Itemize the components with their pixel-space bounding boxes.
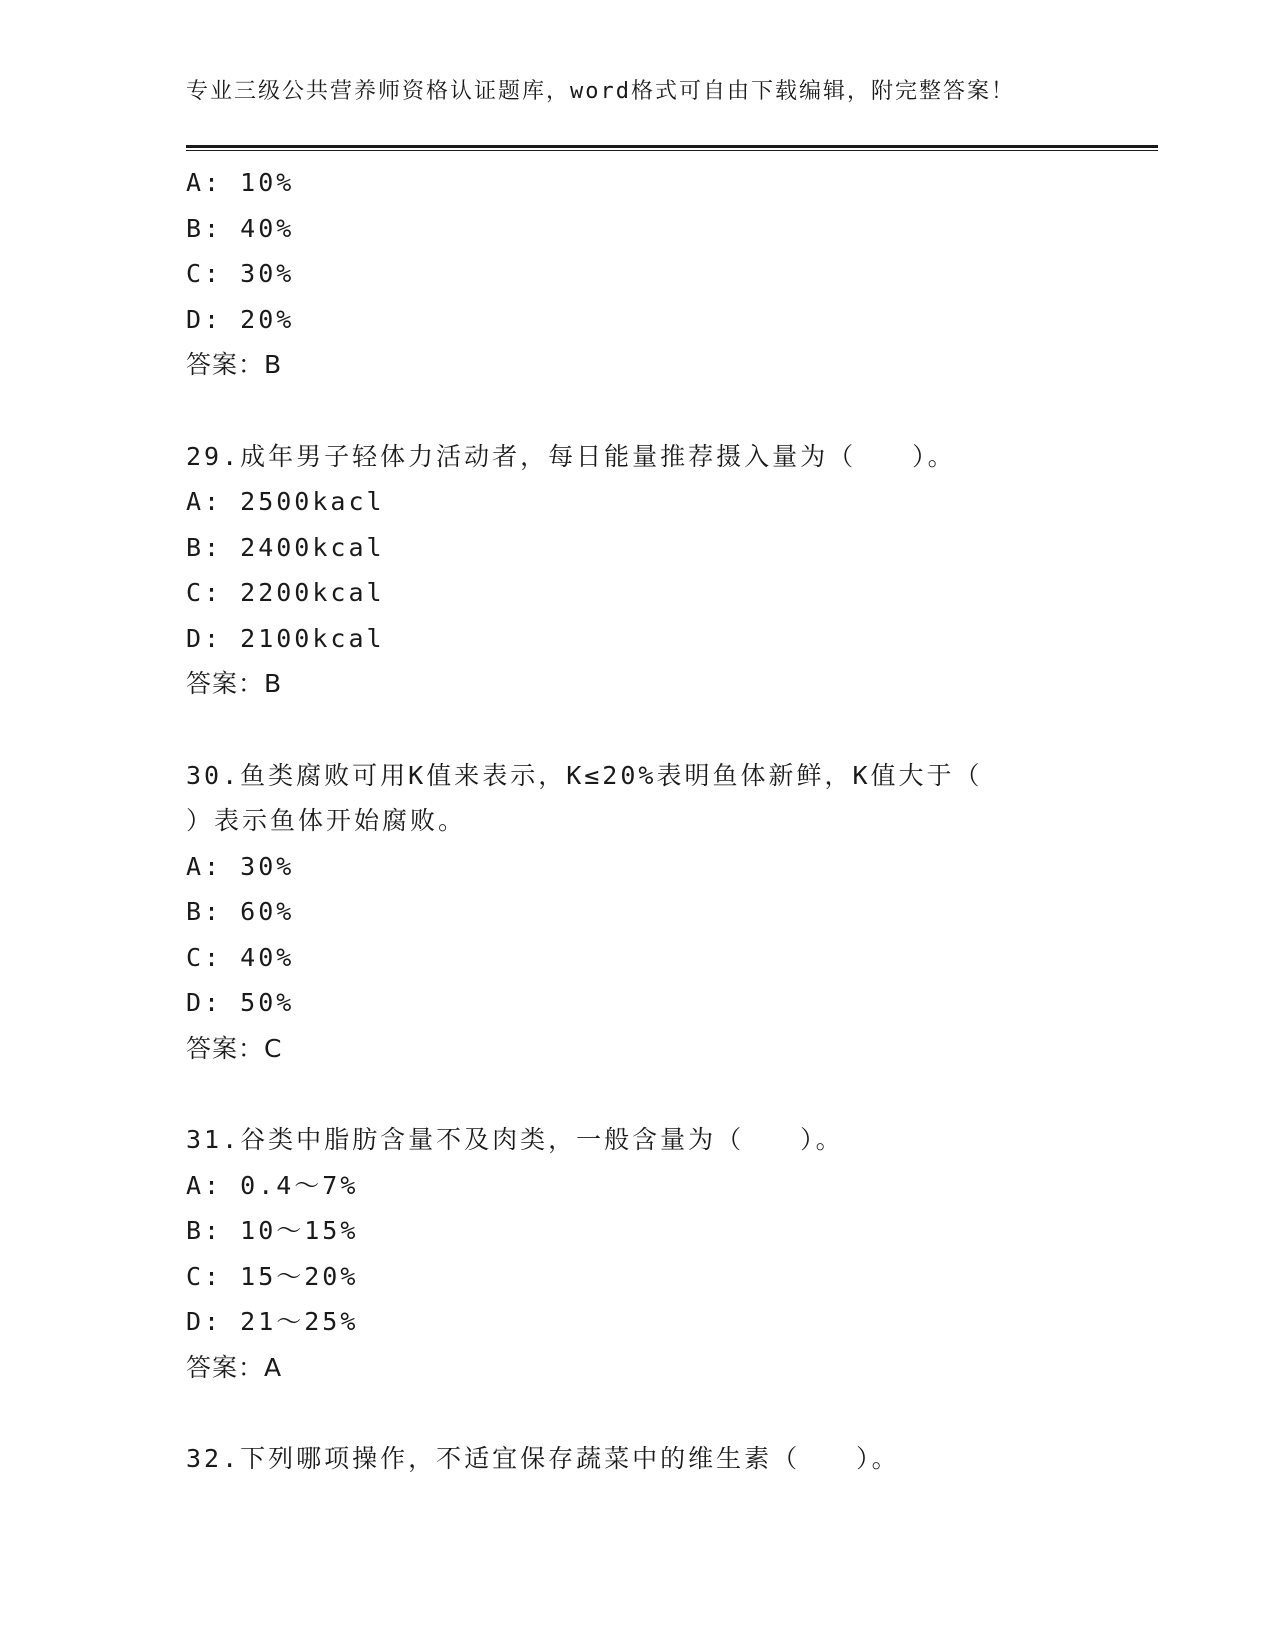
option-c: C: 30% [186, 259, 295, 288]
option-b: B: 2400kcal [186, 532, 385, 562]
option-a: A: 2500kacl [186, 487, 385, 516]
header-rule-thick [186, 145, 1158, 148]
question-30 [186, 753, 1146, 1072]
option-d: D: 20% [186, 304, 295, 334]
question-text-line2: ）表示鱼体开始腐败。 [186, 806, 467, 835]
question-text: 29.成年男子轻体力活动者，每日能量推荐摄入量为（ ）。 [186, 441, 956, 471]
answer: 答案：B [186, 350, 283, 379]
question-text: 32.下列哪项操作，不适宜保存蔬菜中的维生素（ ）。 [186, 1444, 900, 1473]
option-c: C: 2200kcal [186, 578, 385, 607]
header-rule-thin [186, 150, 1158, 151]
question-28 [186, 160, 1146, 388]
option-c: C: 15～20% [186, 1261, 359, 1291]
option-b: B: 10～15% [186, 1216, 359, 1245]
question-text: 31.谷类中脂肪含量不及肉类，一般含量为（ ）。 [186, 1125, 844, 1154]
option-b: B: 60% [186, 897, 295, 926]
question-32 [186, 1436, 1146, 1482]
option-d: D: 50% [186, 988, 295, 1017]
answer: 答案：A [186, 1352, 283, 1382]
question-text-line1: 30.鱼类腐败可用K值来表示，K≤20%表明鱼体新鲜，K值大于（ [186, 760, 983, 790]
answer: 答案：C [186, 1033, 283, 1063]
page-header: 专业三级公共营养师资格认证题库，word格式可自由下载编辑，附完整答案！ [186, 79, 1015, 104]
option-b: B: 40% [186, 213, 295, 243]
option-d: D: 2100kcal [186, 623, 385, 653]
option-d: D: 21～25% [186, 1307, 359, 1336]
option-c: C: 40% [186, 942, 295, 972]
answer: 答案：B [186, 669, 283, 698]
option-a: A: 10% [186, 168, 295, 197]
question-29 [186, 434, 1146, 707]
question-list [186, 160, 1146, 1482]
option-a: A: 0.4～7% [186, 1170, 359, 1200]
question-31 [186, 1117, 1146, 1390]
option-a: A: 30% [186, 851, 295, 881]
